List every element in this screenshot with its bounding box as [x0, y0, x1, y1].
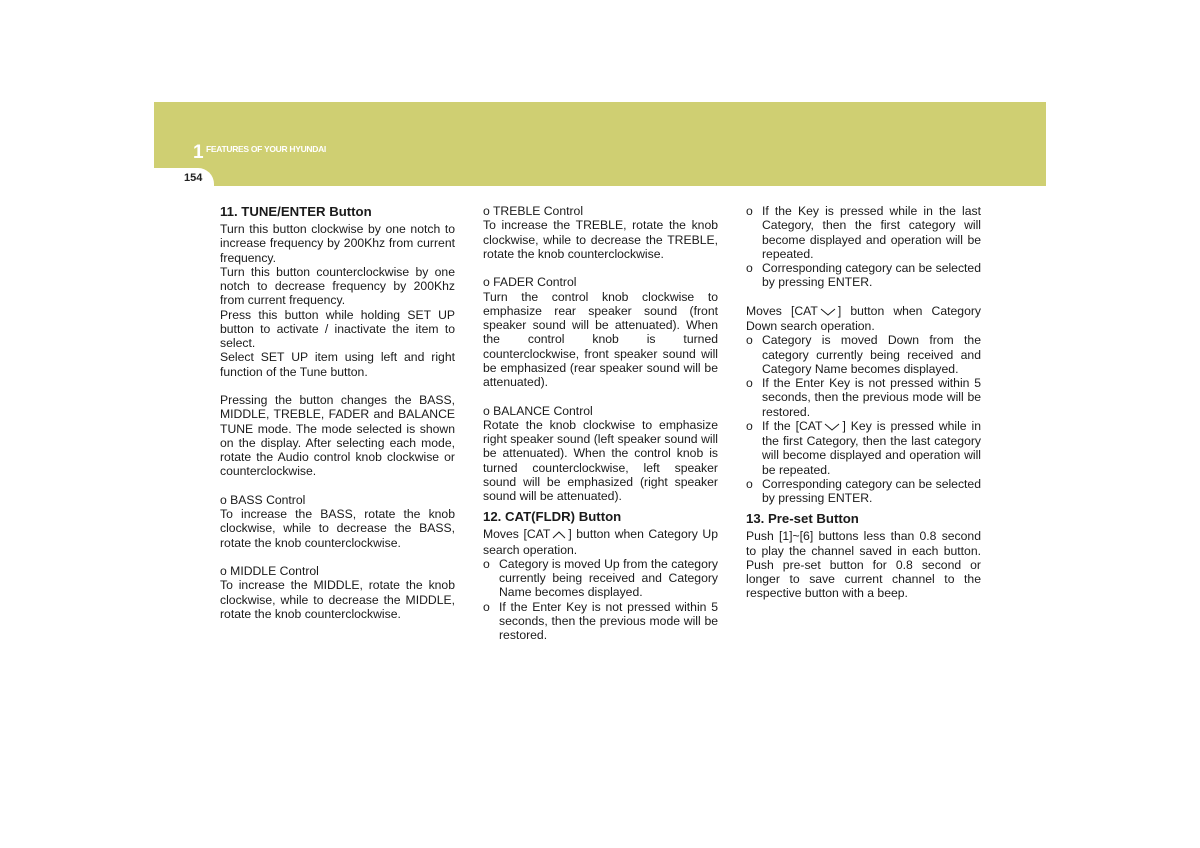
list-item: o Category is moved Down from the category currently being received and Category Name becomes displayed.: [746, 333, 981, 376]
balance-control-title: o BALANCE Control: [483, 403, 593, 418]
cat-down-intro: Moves [CAT ] button when Category Down search operation.: [746, 303, 981, 333]
list-item: o Corresponding category can be selected by pressing ENTER.: [746, 261, 981, 290]
list-item: o If the Enter Key is not pressed within 5 seconds, then the previous mode will be restored.: [483, 599, 718, 642]
bass-control-text: To increase the BASS, rotate the knob clockwise, while to decrease the BASS, rotate the knob counterclockwise.: [220, 507, 455, 550]
treble-control-text: To increase the TREBLE, rotate the knob clockwise, while to decrease the TREBLE, rotate the knob counterclockwise.: [483, 218, 718, 261]
middle-control-text: To increase the MIDDLE, rotate the knob clockwise, while to decrease the MIDDLE, rotate the knob counterclockwise.: [220, 578, 455, 621]
balance-control-text: Rotate the knob clockwise to emphasize right speaker sound (left speaker sound will be attenuated). When the control knob is turned counterclockwise, left speaker sound will be emphasized (right speaker sound will be attenuated).: [483, 417, 718, 503]
page-number: 154: [184, 172, 203, 184]
paragraph: Turn this button counterclockwise by one notch to decrease frequency by 200Khz from current frequency.: [220, 264, 455, 308]
column-2: [483, 204, 718, 642]
fader-control-title: o FADER Control: [483, 275, 577, 290]
list-item: o Category is moved Up from the category currently being received and Category Name becomes displayed.: [483, 556, 718, 600]
section-heading-preset: 13. Pre-set Button: [746, 511, 859, 527]
paragraph: Select SET UP item using left and right function of the Tune button.: [220, 350, 455, 379]
section-heading-tune-enter: 11. TUNE/ENTER Button: [220, 204, 372, 219]
caret-down-icon: [820, 305, 836, 319]
treble-control-title: o TREBLE Control: [483, 204, 584, 218]
caret-down-icon: [824, 420, 840, 434]
fader-control-text: Turn the control knob clockwise to emphasize rear speaker sound (front speaker sound will be attenuated). When the control knob is turned counterclockwise, front speaker sound will be emphasized (rear speaker sound will be attenuated).: [483, 289, 718, 389]
chapter-number: 1: [193, 142, 204, 163]
paragraph: Pressing the button changes the BASS, MIDDLE, TREBLE, FADER and BALANCE TUNE mode. The mode selected is shown on the display. After selecting each mode, rotate the Audio control knob clockwise or counterclockwise.: [220, 393, 455, 479]
bass-control-title: o BASS Control: [220, 492, 306, 507]
column-1: [220, 204, 455, 621]
paragraph: Press this button while holding SET UP button to activate / inactivate the item to select.: [220, 307, 455, 350]
paragraph: Push [1]~[6] buttons less than 0.8 second to play the channel saved in each button. Push pre-set button for 0.8 second or longer to save current channel to the respective button with a beep.: [746, 529, 981, 601]
list-item: o If the [CAT ] Key is pressed while in the first Category, then the last category will become displayed and operation will be repeated.: [746, 418, 981, 477]
chapter-title: FEATURES OF YOUR HYUNDAI: [206, 144, 326, 154]
cat-up-intro: Moves [CAT ] button when Category Up search operation.: [483, 527, 719, 557]
list-item: o If the Key is pressed while in the last Category, then the first category will become displayed and operation will be repeated.: [746, 204, 981, 261]
column-3: [746, 204, 981, 601]
caret-up-icon: [552, 528, 566, 542]
middle-control-title: o MIDDLE Control: [220, 564, 319, 578]
paragraph: Turn this button clockwise by one notch to increase frequency by 200Khz from current frequency.: [220, 222, 455, 265]
list-item: o Corresponding category can be selected by pressing ENTER.: [746, 476, 981, 505]
section-heading-cat-fldr: 12. CAT(FLDR) Button: [483, 509, 622, 525]
list-item: o If the Enter Key is not pressed within 5 seconds, then the previous mode will be restored.: [746, 376, 981, 419]
